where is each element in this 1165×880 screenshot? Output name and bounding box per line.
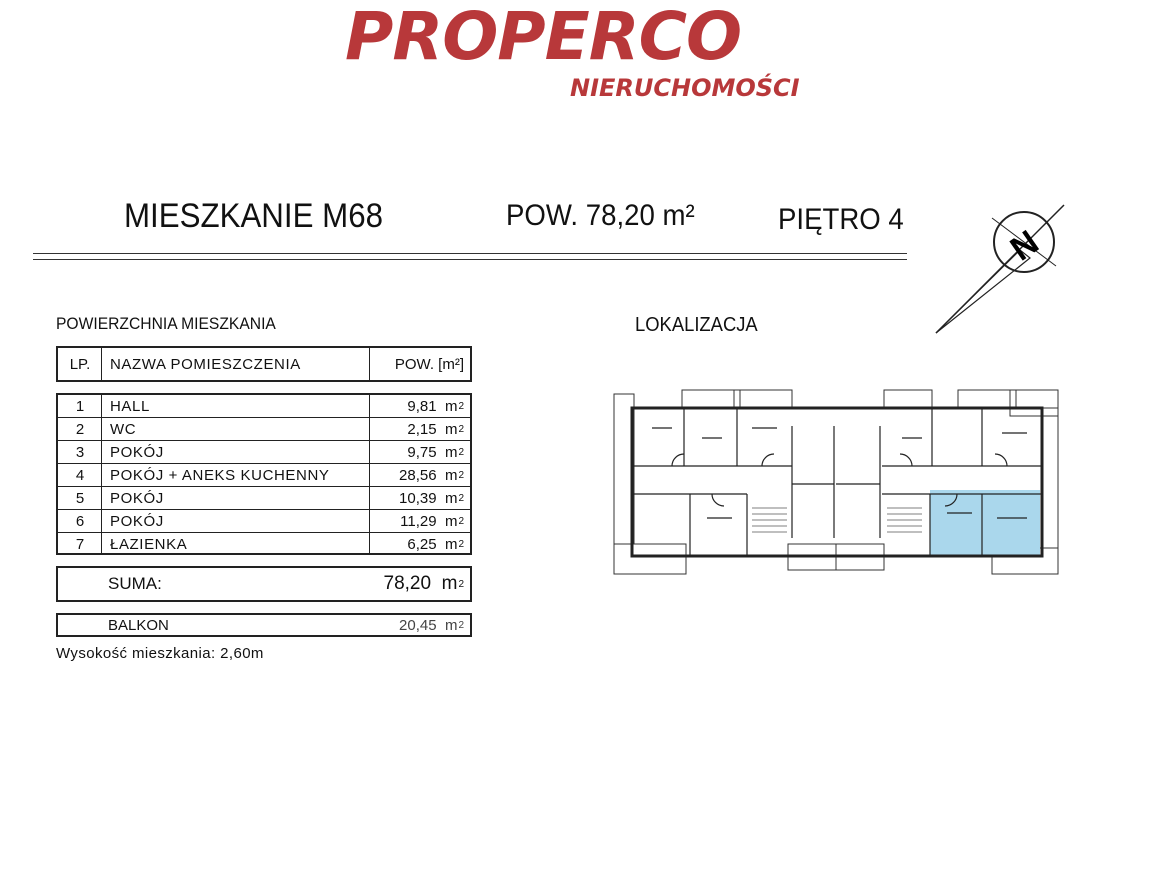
apartment-area: POW. 78,20 m² (506, 199, 695, 232)
balcony-row (56, 613, 472, 637)
rooms-section-title: POWIERZCHNIA MIESZKANIA (56, 314, 276, 333)
rooms-table (56, 393, 472, 555)
rooms-table-header (56, 346, 472, 382)
location-section-title: LOKALIZACJA (635, 314, 758, 336)
compass-label: N (1003, 223, 1046, 269)
table-row: 1 HALL 9,81 m 2 (75, 398, 464, 415)
sum-label: SUMA: (108, 574, 162, 593)
col-lp: LP. (69, 355, 91, 373)
sum-row (56, 566, 472, 602)
location-floor-plan (612, 388, 1062, 578)
apartment-height-note: Wysokość mieszkania: 2,60m (56, 645, 264, 662)
apartment-highlight (930, 490, 1040, 556)
balcony-value: 20,45 m 2 (399, 616, 464, 634)
table-row: 4 POKÓJ + ANEKS KUCHENNY 28,56 m 2 (75, 467, 464, 484)
header-rule-bottom (33, 259, 907, 260)
table-row: 3 POKÓJ 9,75 m 2 (75, 444, 464, 461)
apartment-title: MIESZKANIE M68 (124, 197, 383, 235)
table-row: 5 POKÓJ 10,39 m 2 (75, 490, 464, 507)
table-row: 2 WC 2,15 m 2 (75, 421, 464, 438)
header-rule-top (33, 253, 907, 254)
table-row: 7 ŁAZIENKA 6,25 m 2 (75, 536, 464, 553)
floor-label: PIĘTRO 4 (778, 203, 904, 236)
compass-north-icon (930, 200, 1070, 340)
logo-subtitle: NIERUCHOMOŚCI (570, 74, 800, 102)
col-area: POW. [m²] (394, 355, 464, 373)
logo-properco: PROPERCO (345, 0, 742, 75)
col-name: NAZWA POMIESZCZENIA (110, 355, 301, 373)
balcony-label: BALKON (108, 616, 169, 634)
table-row: 6 POKÓJ 11,29 m 2 (75, 513, 464, 530)
sum-value: 78,20 m 2 (383, 573, 464, 594)
